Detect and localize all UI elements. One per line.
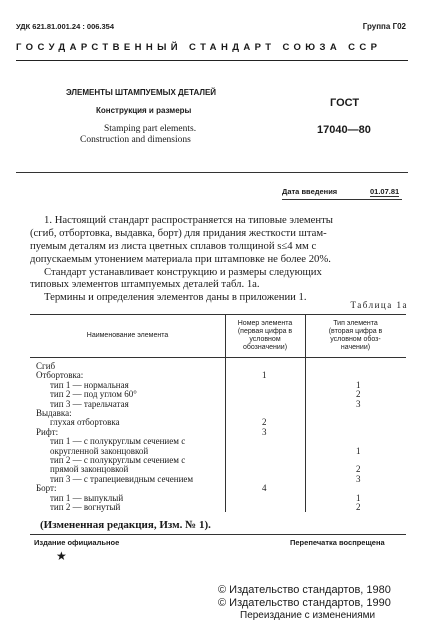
- footer-rule: [30, 534, 406, 535]
- table-row-number: 2: [262, 417, 267, 428]
- table-top-rule: [30, 314, 406, 315]
- table-row-name: Рифт:: [36, 426, 59, 437]
- table-caption: Таблица 1а: [350, 300, 408, 310]
- date-rule: [282, 199, 402, 200]
- paragraph-1-line-1: 1. Настоящий стандарт распространяется на типовые элементы: [44, 214, 333, 226]
- state-standard-banner: ГОСУДАРСТВЕННЫЙ СТАНДАРТ СОЮЗА ССР: [16, 42, 382, 53]
- col-header-name: Наименование элемента: [86, 332, 169, 339]
- col-header-number: [225, 320, 305, 352]
- paragraph-1-line-4: допускаемым утонением материала при штамповке не более 20%.: [30, 253, 331, 265]
- paragraph-2-line-1: Стандарт устанавливает конструкцию и размеры следующих: [44, 266, 322, 278]
- col-header-type-l3: условном обоз-: [330, 336, 381, 343]
- table-row-type: 1: [356, 445, 361, 456]
- table-row-type: 2: [356, 389, 361, 400]
- paragraph-1-line-2: (сгиб, отбортовка, выдавка, борт) для придания жесткости штам-: [30, 227, 327, 239]
- table-row-name: тип 2 — с полукруглым сечением с: [50, 455, 186, 465]
- table-row-number: 4: [262, 483, 267, 494]
- col-header-number-l4: обозначении): [242, 344, 288, 351]
- table-row-name: Борт:: [36, 483, 57, 494]
- col-header-type-l2: (вторая цифра в: [328, 328, 383, 335]
- udk-code: УДК 621.81.001.24 : 006.354: [16, 22, 115, 31]
- table-row-name: тип 3 — с трапециевидным сечением: [50, 473, 194, 484]
- title-en-line2: Construction and dimensions: [80, 135, 191, 145]
- table-row-name: Отбортовка:: [36, 370, 84, 381]
- table-row-name: тип 1 — выпуклый: [50, 492, 124, 503]
- reprint-prohibited: Перепечатка воспрещена: [290, 538, 385, 547]
- star-icon: ★: [56, 549, 67, 563]
- table-row-number: 1: [262, 370, 267, 381]
- col-header-type-l4: начении): [340, 344, 371, 351]
- gost-label: ГОСТ: [330, 97, 360, 109]
- table-row-type: 3: [356, 398, 361, 409]
- table-row-name: округленной законцовкой: [50, 445, 149, 456]
- col-header-number-l2: (первая цифра в: [237, 328, 293, 335]
- paragraph-1-line-3: пуемым деталям из листа цветных сплавов толщиной s≤4 мм с: [30, 240, 317, 252]
- table-row-name: тип 1 — нормальная: [50, 379, 129, 390]
- title-rule: [16, 172, 408, 173]
- paragraph-3: Термины и определения элементов даны в приложении 1.: [44, 291, 307, 303]
- col-header-number-l3: условном: [249, 336, 281, 343]
- title-en-line1: Stamping part elements.: [104, 124, 197, 134]
- col-header-type-l1: Тип элемента: [333, 320, 378, 327]
- gost-number: 17040—80: [317, 124, 371, 136]
- table-row-type: 2: [356, 502, 361, 512]
- table-row-name: тип 3 — тарельчатая: [50, 398, 129, 409]
- reissue-note: Переиздание с изменениями: [240, 610, 376, 621]
- intro-date-label: Дата введения: [282, 187, 338, 196]
- table-row-name: Выдавка:: [36, 408, 72, 418]
- table-row-name: прямой законцовкой: [50, 464, 129, 475]
- table-row-type: 2: [356, 464, 361, 475]
- table-row-name: Сгиб: [36, 361, 56, 371]
- table-row-name: глухая отбортовка: [50, 417, 120, 428]
- table-row-number: 3: [262, 426, 267, 437]
- official-edition: Издание официальное: [34, 538, 120, 547]
- table-row-type: 3: [356, 473, 361, 484]
- table-row-name: тип 1 — с полукруглым сечением с: [50, 436, 186, 447]
- copyright-1990: © Издательство стандартов, 1990: [218, 597, 391, 609]
- intro-date-value: 01.07.81: [370, 187, 400, 196]
- header-rule: [16, 60, 408, 61]
- table-row-type: 1: [356, 492, 361, 503]
- copyright-1980: © Издательство стандартов, 1980: [218, 584, 391, 596]
- table-row-name: тип 2 — вогнутый: [50, 502, 121, 512]
- group-code: Группа Г02: [362, 22, 406, 31]
- table-header-rule: [30, 357, 406, 358]
- paragraph-2-line-2: типовых элементов штампуемых деталей табл. 1а.: [30, 278, 260, 290]
- edit-note: (Измененная редакция, Изм. № 1).: [40, 519, 211, 531]
- table-row-type: 1: [356, 379, 361, 390]
- col-header-number-l1: Номер элемента: [237, 320, 293, 327]
- subtitle-ru: Конструкция и размеры: [96, 106, 192, 115]
- col-header-type: [305, 320, 406, 352]
- table-row-name: тип 2 — под углом 60°: [50, 389, 137, 400]
- title-ru: ЭЛЕМЕНТЫ ШТАМПУЕМЫХ ДЕТАЛЕЙ: [66, 88, 217, 97]
